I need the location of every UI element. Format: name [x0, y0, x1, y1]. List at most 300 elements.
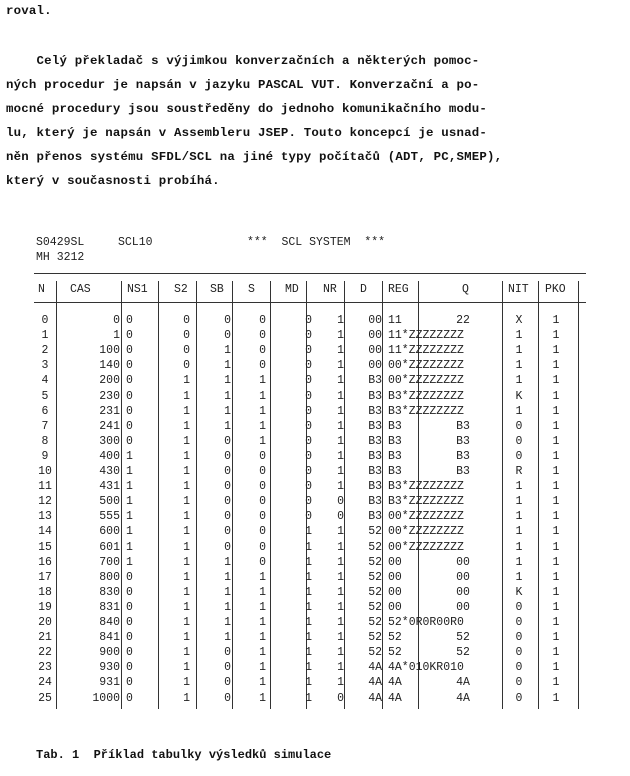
cell-n: 20: [38, 616, 52, 629]
cell-reg: B3: [388, 434, 402, 448]
cell-nit: 1: [515, 344, 523, 358]
cell-ns1: 1: [126, 555, 133, 569]
cell-d: 00: [368, 344, 382, 358]
cell-nr: 1: [337, 344, 344, 358]
cell-d: 52: [368, 631, 382, 645]
cell-s: 1: [259, 585, 266, 599]
column-header-d: D: [360, 283, 367, 296]
cell-reg: B3: [388, 449, 402, 463]
column-divider: [578, 281, 579, 709]
cell-q: 4A: [456, 691, 470, 705]
cell-s2: 1: [183, 600, 190, 614]
cell-q: B3: [456, 419, 470, 433]
cell-n: 0: [41, 314, 49, 327]
column-divider: [56, 281, 57, 709]
cell-s: 1: [259, 676, 266, 690]
cell-sb: 1: [224, 600, 231, 614]
cell-ns1: 0: [126, 344, 133, 358]
cell-s: 1: [259, 419, 266, 433]
cell-nit: 0: [515, 631, 523, 645]
cell-reg: B3*ZZZZZZZZ: [388, 480, 464, 494]
cell-s2: 0: [183, 359, 190, 373]
cell-sb: 0: [224, 540, 231, 554]
cell-q: B3: [456, 465, 470, 478]
cell-md: 1: [305, 555, 312, 569]
column-header-s2: S2: [174, 283, 188, 296]
cell-md: 0: [305, 404, 312, 418]
cell-sb: 0: [224, 314, 231, 327]
paragraph-line: mocné procedury jsou soustředěny do jednoho komunikačního modu-: [6, 102, 488, 116]
cell-d: 00: [368, 359, 382, 373]
cell-s: 0: [259, 540, 266, 554]
cell-reg: B3*ZZZZZZZZ: [388, 389, 464, 403]
cell-sb: 0: [224, 661, 231, 675]
cell-reg: 52: [388, 631, 402, 645]
cell-reg: B3: [388, 465, 402, 478]
cell-s2: 1: [183, 389, 190, 403]
cell-md: 0: [305, 389, 312, 403]
cell-nr: 1: [337, 585, 344, 599]
cell-sb: 0: [224, 434, 231, 448]
cell-ns1: 1: [126, 525, 133, 539]
cell-cas: 230: [99, 389, 120, 403]
cell-n: 17: [38, 570, 52, 584]
paragraph-line: ných procedur je napsán v jazyku PASCAL VUT. Konverzační a po-: [6, 78, 480, 92]
table-rule: [34, 302, 586, 303]
cell-cas: 831: [99, 600, 120, 614]
cell-nr: 1: [337, 555, 344, 569]
cell-ns1: 0: [126, 631, 133, 645]
cell-nit: 0: [515, 419, 523, 433]
cell-s: 1: [259, 434, 266, 448]
cell-cas: 241: [99, 419, 120, 433]
cell-ns1: 0: [126, 646, 133, 660]
cell-nit: 1: [515, 374, 523, 388]
cell-n: 9: [41, 449, 49, 463]
cell-reg: 4A: [388, 676, 402, 690]
column-divider: [270, 281, 271, 709]
cell-n: 23: [38, 661, 52, 675]
column-divider: [344, 281, 345, 709]
cell-nr: 1: [337, 525, 344, 539]
cell-q: 4A: [456, 676, 470, 690]
cell-sb: 1: [224, 585, 231, 599]
cell-cas: 1: [113, 329, 120, 343]
cell-nit: 0: [515, 691, 523, 705]
cell-md: 1: [305, 600, 312, 614]
cell-ns1: 0: [126, 585, 133, 599]
cell-pko: 1: [552, 676, 560, 690]
cell-s: 0: [259, 555, 266, 569]
column-divider: [382, 281, 383, 709]
cell-nr: 1: [337, 600, 344, 614]
cell-nit: 1: [515, 404, 523, 418]
cell-cas: 300: [99, 434, 120, 448]
cell-s2: 1: [183, 419, 190, 433]
cell-n: 18: [38, 585, 52, 599]
table-caption: Tab. 1 Příklad tabulky výsledků simulace: [36, 748, 332, 762]
cell-pko: 1: [552, 314, 560, 327]
cell-ns1: 1: [126, 449, 133, 463]
cell-sb: 0: [224, 480, 231, 494]
cell-nit: 1: [515, 359, 523, 373]
cell-s2: 1: [183, 374, 190, 388]
cell-sb: 0: [224, 691, 231, 705]
cell-nr: 1: [337, 419, 344, 433]
cell-pko: 1: [552, 465, 560, 478]
cell-ns1: 0: [126, 359, 133, 373]
cell-pko: 1: [552, 691, 560, 705]
cell-ns1: 0: [126, 661, 133, 675]
cell-n: 16: [38, 555, 52, 569]
cell-ns1: 0: [126, 374, 133, 388]
cell-sb: 1: [224, 555, 231, 569]
cell-md: 0: [305, 449, 312, 463]
cell-q: 00: [456, 600, 470, 614]
cell-d: B3: [368, 434, 382, 448]
cell-n: 11: [38, 480, 52, 494]
cell-s: 0: [259, 525, 266, 539]
cell-nr: 1: [337, 374, 344, 388]
cell-reg: B3*ZZZZZZZZ: [388, 495, 464, 509]
cell-nit: 0: [515, 616, 523, 629]
cell-ns1: 0: [126, 389, 133, 403]
cell-nr: 1: [337, 359, 344, 373]
cell-cas: 431: [99, 480, 120, 494]
cell-nr: 1: [337, 676, 344, 690]
cell-s2: 1: [183, 480, 190, 494]
cell-n: 12: [38, 495, 52, 509]
cell-md: 1: [305, 661, 312, 675]
cell-s: 1: [259, 691, 266, 705]
cell-s: 0: [259, 480, 266, 494]
paragraph-line-0: roval.: [6, 4, 52, 18]
cell-reg: 52*0R0R00R0: [388, 616, 464, 629]
cell-pko: 1: [552, 510, 560, 524]
cell-pko: 1: [552, 631, 560, 645]
cell-reg: 4A*010KR010: [388, 661, 464, 675]
cell-s2: 1: [183, 646, 190, 660]
cell-ns1: 0: [126, 691, 133, 705]
cell-d: B3: [368, 419, 382, 433]
paragraph-line: Celý překladač s výjimkou konverzačních a některých pomoc-: [6, 54, 480, 68]
cell-pko: 1: [552, 389, 560, 403]
cell-sb: 1: [224, 344, 231, 358]
cell-reg: 00: [388, 585, 402, 599]
cell-ns1: 1: [126, 480, 133, 494]
cell-d: 52: [368, 555, 382, 569]
cell-pko: 1: [552, 585, 560, 599]
cell-pko: 1: [552, 480, 560, 494]
cell-n: 3: [41, 359, 49, 373]
cell-reg: 4A: [388, 691, 402, 705]
paragraph-line: který v současnosti probíhá.: [6, 174, 220, 188]
cell-d: 00: [368, 314, 382, 327]
cell-n: 21: [38, 631, 52, 645]
cell-s: 1: [259, 404, 266, 418]
cell-q: B3: [456, 449, 470, 463]
cell-nit: 0: [515, 676, 523, 690]
column-divider: [121, 281, 122, 709]
cell-s2: 1: [183, 510, 190, 524]
table-program: SCL10: [118, 236, 153, 249]
cell-sb: 0: [224, 676, 231, 690]
cell-md: 0: [305, 344, 312, 358]
column-divider: [158, 281, 159, 709]
cell-cas: 841: [99, 631, 120, 645]
cell-reg: B3: [388, 419, 402, 433]
cell-sb: 0: [224, 646, 231, 660]
cell-s2: 1: [183, 570, 190, 584]
cell-md: 0: [305, 465, 312, 478]
cell-md: 1: [305, 570, 312, 584]
cell-reg: 11*ZZZZZZZZ: [388, 329, 464, 343]
cell-pko: 1: [552, 661, 560, 675]
paragraph-line: něn přenos systému SFDL/SCL na jiné typy počítačů (ADT, PC,SMEP),: [6, 150, 503, 164]
cell-d: B3: [368, 389, 382, 403]
cell-pko: 1: [552, 329, 560, 343]
cell-reg: 00: [388, 570, 402, 584]
cell-s2: 1: [183, 404, 190, 418]
cell-md: 1: [305, 616, 312, 629]
cell-reg: 11: [388, 314, 402, 327]
cell-md: 1: [305, 631, 312, 645]
cell-d: B3: [368, 465, 382, 478]
cell-s: 1: [259, 661, 266, 675]
cell-nit: 0: [515, 600, 523, 614]
cell-s: 0: [259, 359, 266, 373]
cell-pko: 1: [552, 540, 560, 554]
cell-s2: 0: [183, 314, 190, 327]
cell-s: 1: [259, 646, 266, 660]
cell-s2: 0: [183, 329, 190, 343]
cell-s: 0: [259, 495, 266, 509]
cell-q: 52: [456, 646, 470, 660]
cell-pko: 1: [552, 570, 560, 584]
cell-nit: 1: [515, 495, 523, 509]
cell-reg: 00*ZZZZZZZZ: [388, 374, 464, 388]
cell-cas: 700: [99, 555, 120, 569]
cell-s2: 1: [183, 465, 190, 478]
cell-ns1: 1: [126, 510, 133, 524]
cell-d: 52: [368, 570, 382, 584]
cell-md: 0: [305, 329, 312, 343]
cell-cas: 930: [99, 661, 120, 675]
cell-s: 1: [259, 389, 266, 403]
cell-nit: 1: [515, 555, 523, 569]
cell-s: 1: [259, 600, 266, 614]
cell-reg: B3*ZZZZZZZZ: [388, 404, 464, 418]
cell-md: 1: [305, 585, 312, 599]
cell-nr: 1: [337, 631, 344, 645]
cell-md: 0: [305, 510, 312, 524]
cell-nit: 0: [515, 646, 523, 660]
cell-d: B3: [368, 495, 382, 509]
cell-sb: 1: [224, 374, 231, 388]
cell-pko: 1: [552, 495, 560, 509]
cell-d: 52: [368, 646, 382, 660]
cell-nr: 1: [337, 540, 344, 554]
cell-nit: 1: [515, 329, 523, 343]
cell-nr: 1: [337, 404, 344, 418]
cell-nr: 1: [337, 480, 344, 494]
cell-d: 52: [368, 525, 382, 539]
cell-md: 0: [305, 314, 312, 327]
cell-nit: X: [515, 314, 523, 327]
cell-reg: 00*ZZZZZZZZ: [388, 510, 464, 524]
cell-md: 0: [305, 374, 312, 388]
cell-s2: 1: [183, 449, 190, 463]
cell-md: 1: [305, 540, 312, 554]
cell-q: 00: [456, 585, 470, 599]
cell-n: 10: [38, 465, 52, 478]
cell-pko: 1: [552, 404, 560, 418]
cell-n: 5: [41, 389, 49, 403]
cell-s: 0: [259, 449, 266, 463]
cell-cas: 1000: [92, 691, 120, 705]
cell-q: B3: [456, 434, 470, 448]
cell-cas: 830: [99, 585, 120, 599]
column-header-reg: REG: [388, 283, 409, 296]
cell-nr: 1: [337, 449, 344, 463]
cell-cas: 931: [99, 676, 120, 690]
cell-sb: 1: [224, 631, 231, 645]
column-header-pko: PKO: [545, 283, 566, 296]
cell-n: 8: [41, 434, 49, 448]
cell-n: 25: [38, 691, 52, 705]
cell-ns1: 0: [126, 600, 133, 614]
cell-q: 00: [456, 570, 470, 584]
cell-ns1: 1: [126, 495, 133, 509]
cell-nr: 1: [337, 616, 344, 629]
cell-nr: 0: [337, 691, 344, 705]
cell-sb: 1: [224, 404, 231, 418]
cell-md: 0: [305, 419, 312, 433]
cell-s2: 1: [183, 691, 190, 705]
cell-pko: 1: [552, 600, 560, 614]
cell-reg: 00*ZZZZZZZZ: [388, 540, 464, 554]
cell-cas: 800: [99, 570, 120, 584]
cell-nit: K: [515, 585, 523, 599]
cell-d: 52: [368, 540, 382, 554]
cell-n: 14: [38, 525, 52, 539]
cell-nit: R: [515, 465, 523, 478]
cell-md: 1: [305, 676, 312, 690]
cell-md: 0: [305, 480, 312, 494]
column-header-nr: NR: [323, 283, 337, 296]
cell-nr: 1: [337, 646, 344, 660]
table-rule: [34, 273, 586, 274]
cell-sb: 1: [224, 616, 231, 629]
cell-pko: 1: [552, 449, 560, 463]
cell-d: 4A: [368, 691, 382, 705]
cell-sb: 0: [224, 465, 231, 478]
column-header-q: Q: [462, 283, 469, 296]
cell-d: B3: [368, 480, 382, 494]
cell-md: 0: [305, 359, 312, 373]
cell-q: 52: [456, 631, 470, 645]
cell-d: 52: [368, 616, 382, 629]
cell-s: 1: [259, 374, 266, 388]
cell-n: 4: [41, 374, 49, 388]
cell-d: B3: [368, 510, 382, 524]
cell-sb: 0: [224, 510, 231, 524]
cell-nit: 0: [515, 434, 523, 448]
cell-sb: 1: [224, 389, 231, 403]
cell-d: B3: [368, 374, 382, 388]
cell-s: 0: [259, 510, 266, 524]
cell-s2: 1: [183, 540, 190, 554]
cell-nr: 1: [337, 661, 344, 675]
cell-cas: 100: [99, 344, 120, 358]
cell-s2: 1: [183, 525, 190, 539]
cell-ns1: 0: [126, 419, 133, 433]
table-title: *** SCL SYSTEM ***: [247, 236, 386, 249]
cell-d: B3: [368, 449, 382, 463]
cell-n: 19: [38, 600, 52, 614]
cell-n: 13: [38, 510, 52, 524]
cell-nr: 1: [337, 329, 344, 343]
cell-s: 0: [259, 314, 266, 327]
cell-ns1: 0: [126, 616, 133, 629]
cell-s2: 1: [183, 631, 190, 645]
cell-cas: 231: [99, 404, 120, 418]
cell-nit: 0: [515, 449, 523, 463]
cell-sb: 0: [224, 449, 231, 463]
column-divider: [502, 281, 503, 709]
cell-s: 1: [259, 631, 266, 645]
cell-d: 00: [368, 329, 382, 343]
column-header-nit: NIT: [508, 283, 529, 296]
cell-sb: 1: [224, 419, 231, 433]
cell-q: 22: [456, 314, 470, 327]
cell-n: 2: [41, 344, 49, 358]
column-header-n: N: [38, 283, 45, 296]
cell-nr: 0: [337, 495, 344, 509]
cell-nit: 1: [515, 570, 523, 584]
cell-reg: 00: [388, 555, 402, 569]
cell-ns1: 0: [126, 404, 133, 418]
cell-cas: 430: [99, 465, 120, 478]
cell-md: 1: [305, 646, 312, 660]
cell-nr: 1: [337, 314, 344, 327]
cell-pko: 1: [552, 344, 560, 358]
cell-pko: 1: [552, 525, 560, 539]
cell-cas: 200: [99, 374, 120, 388]
cell-pko: 1: [552, 359, 560, 373]
cell-n: 1: [41, 329, 49, 343]
cell-n: 24: [38, 676, 52, 690]
cell-nr: 1: [337, 570, 344, 584]
cell-reg: 00: [388, 600, 402, 614]
column-header-s: S: [248, 283, 255, 296]
cell-nr: 1: [337, 434, 344, 448]
cell-n: 22: [38, 646, 52, 660]
cell-nit: 0: [515, 661, 523, 675]
cell-nr: 1: [337, 389, 344, 403]
cell-s2: 1: [183, 585, 190, 599]
cell-reg: 00*ZZZZZZZZ: [388, 359, 464, 373]
cell-s2: 1: [183, 555, 190, 569]
cell-n: 6: [41, 404, 49, 418]
cell-sb: 1: [224, 570, 231, 584]
cell-reg: 52: [388, 646, 402, 660]
cell-cas: 600: [99, 525, 120, 539]
cell-md: 0: [305, 495, 312, 509]
cell-ns1: 1: [126, 465, 133, 478]
cell-reg: 11*ZZZZZZZZ: [388, 344, 464, 358]
cell-cas: 900: [99, 646, 120, 660]
